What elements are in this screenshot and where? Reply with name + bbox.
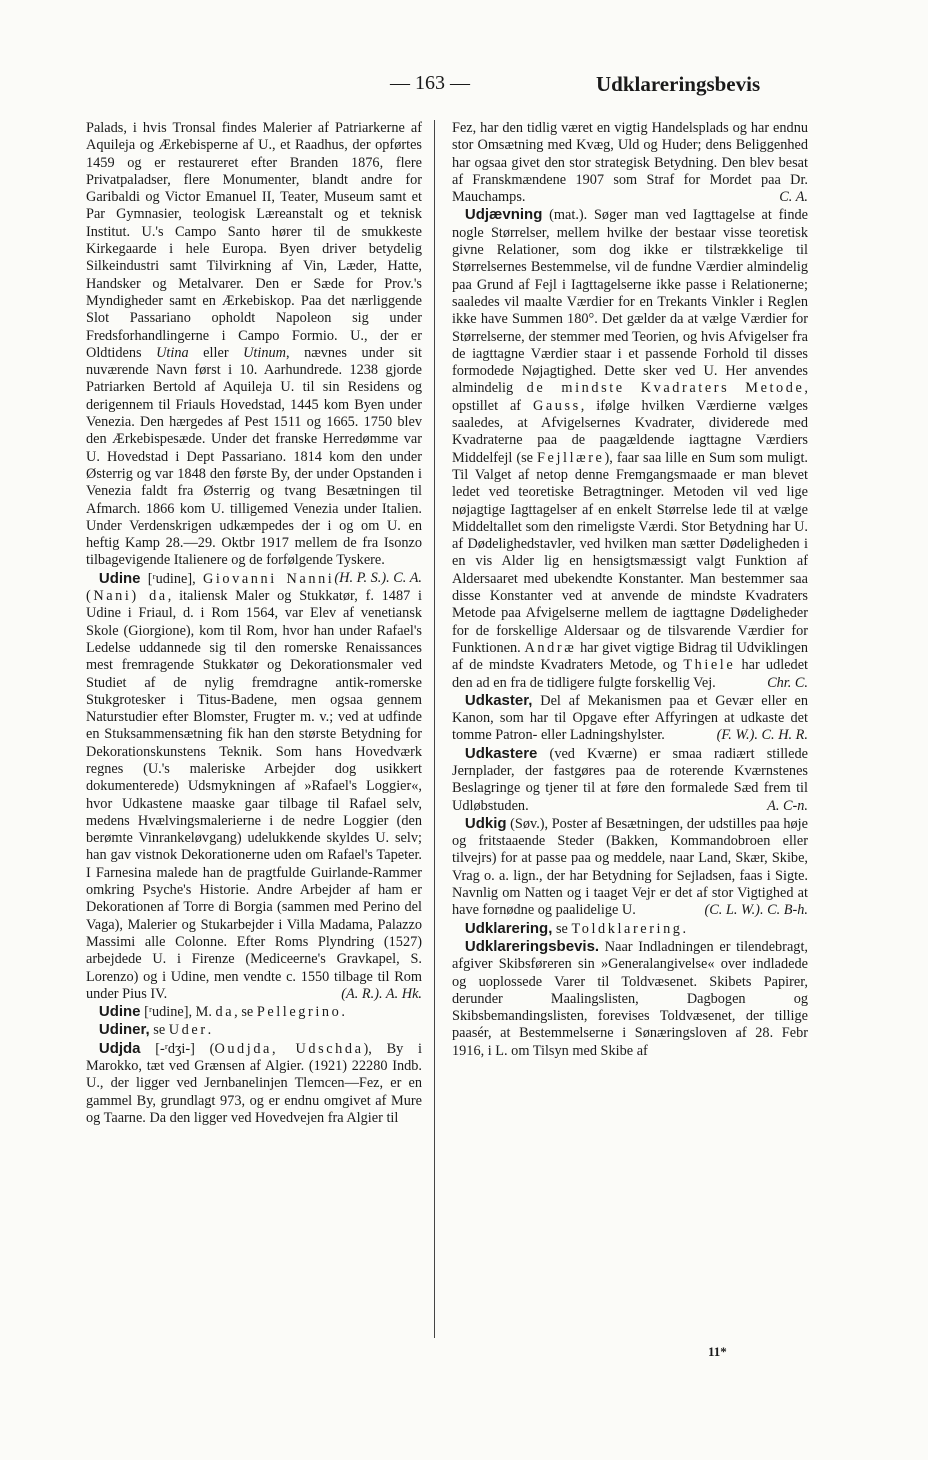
signature-mark: 11*: [708, 1344, 727, 1359]
cross-reference: Pellegrino: [256, 1004, 342, 1021]
entry-udkig: Udkig (Søv.), Poster af Besætningen, der udstilles paa høje og fritstaaende Steder (Bakken, Kommandobroen eller tilvejrs) for at passe paa og meddele, naar Land, Skær, Skibe, Vrag o. a. lign., der har Betydning for Sejladsen, faas i Sigte. Navnlig om Natten og i taaget Vejr er det af stor Vigtighed at have fornødne og paalidelige U. (C. L. W.). C. B-h.: [452, 814, 808, 919]
author-signature: (C. L. W.). C. B-h.: [704, 902, 808, 919]
entry-udiner: Udiner, se Uder.: [98, 1021, 212, 1039]
cross-reference: Fejllære: [537, 449, 605, 466]
entry-udine-city-continuation: Palads, i hvis Tronsal findes Malerier af Patriarkerne af Aquileja og Ærkebisperne af U., et Raadhus, der opførtes 1459 og er restaureret efter Branden 1876, flere Privatpaladser, flere Monumenter, blandt andre for Garibaldi og Victor Emanuel II, Teater, Museum samt et Par Gymnasier, teologisk Læreanstalt og et teknisk Institut. U.'s Campo Santo hører til de smukkeste Kirkegaarde i hele Europa. Byen driver betydelig Silkeindustri samt Tilvirkning af Vin, Læder, Hatte, Handsker og Metalvarer. Den er Sæde for Prov.'s Myndigheder samt en Ærkebiskop. Paa det nærliggende Slot Passariano opholdt Napoleon sig under Fredsforhandlingerne i Campo Formio. U., der er Oldtidens Utina eller Utinum, nævnes under sit nuværende Navn først i 10. Aarhundrede. 1238 gjorde Patriarken Bertold af Aquileja U. til sin Residens og derigennem til Friauls Hovedstad, 1445 kom Byen under Venezia. Den hærgedes af Pest 1511 og 1665. 1750 blev den Ærkebispesæde. Under det franske Herredømme var U. Hovedstad i Dept Passariano. 1814 kom den under Østerrig og var 1848 den første By, der under Opstanden i Venezia faldt fra Østerrig og tvang Besætningen til Afmarch. 1866 kom U. tilligemed Venezia under Italien. Under Verdenskrigen udkæmpedes der i og om U. en heftig Kamp 28.—29. Oktbr 1917 mellem de fra Isonzo tilbagevigende Italienere og de forfølgende Tyskere. (H. P. S.). C. A.: [86, 120, 423, 586]
headword: Udiner,: [98, 1021, 150, 1039]
entry-udkastere: Udkastere (ved Kværne) er smaa radiært stillede Jernplader, der fastgøres paa de roterende Kværnstenes Beslagringe og tjener til at føre den formalede Sæd frem til Udløbstuden. A. C-n.: [452, 744, 808, 814]
cross-reference: Uder: [168, 1022, 208, 1039]
entry-udjda-continuation: Fez, har den tidlig været en vigtig Handelsplads og har endnu stor Omsætning med Kvæg, Uld og Huder; dens Beliggenhed har ogsaa givet den stor strategisk Betydning. Den blev besat af Franskmændene 1907 som Straf for Mordet paa Dr. Mauchamps. C. A.: [452, 120, 808, 206]
cross-reference: Toldklarering: [571, 920, 683, 937]
author-signature: A. C-n.: [767, 797, 808, 814]
author-signature: C. A.: [779, 189, 808, 206]
entry-udkaster: Udkaster, Del af Mekanismen paa et Gevær eller en Kanon, som har til Opgave efter Affyringen at udkaste det tomme Patron- eller Ladningshylster. (F. W.). C. H. R.: [452, 691, 808, 744]
author-signature: (H. P. S.). C. A.: [334, 569, 422, 586]
entry-udjaevning: Udjævning (mat.). Søger man ved Iagttagelse at finde nogle Størrelser, mellem hvilke der bestaar visse teoretisk givne Relationer, som dog ikke er tilstrækkelige til Størrelsernes Bestemmelse, vil de fundne Værdier almindelig paa Grund af Fejl i Iagttagelserne ikke passe i Relationerne; saaledes vil maalte Værdier for en Trekants Vinkler i Reglen ikke have Summen 180°. Det gælder da at vælge Værdier for Størrelserne, der stemmer med Teorien, og hvis Afvigelser fra de iagttagne Værdier staar i et passende Forhold til disses formodede Nøjagtighed. Dette sker ved U. Her anvendes almindelig de mindste Kvadraters Metode, opstillet af Gauss, ifølge hvilken Værdierne vælges saaledes, at Afvigelsernes Kvadrater, dividerede med Kvadraterne paa de paagældende iagttagne Værdiers Middelfejl (se Fejllære), faar saa lille en Sum som muligt. Til Valget af netop denne Fremgangsmaade er man blevet ledet ved teoretiske Betragtninger. Metoden vil ved lige nøjagtige Iagttagelser af en enkelt Størrelse lede til at vælge Middeltallet som den rimeligste Værdi. Stor Betydning har U. af Dødelighedstavler, ved hvilken man sætter Dødeligheden i en vis Alder lig en hensigtsmæssigt valgt Funktion af Aldersaaret med ubekendte Konstanter. Man bestemmer saa disse Konstanter ved at anvende de mindste Kvadraters Metode paa Afvigelserne mellem de iagttagne Dødeligheder for de forskellige Aldersaar og de tilsvarende Værdier for Funktionen. Andræ har givet vigtige Bidrag til Udviklingen af de mindste Kvadraters Metode, og Thiele har udledet den ad en fra de tidligere fulgte forskellig Vej. Chr. C.: [452, 206, 809, 691]
headword: Udjævning: [464, 206, 543, 224]
author-signature: (F. W.). C. H. R.: [716, 727, 808, 744]
headword: Udine: [98, 569, 141, 587]
headword: Udkaster,: [464, 691, 533, 709]
running-head: Udklareringsbevis: [596, 72, 761, 96]
entry-udine-m: Udine [ʳudine], M. da, se Pellegrino.: [98, 1003, 345, 1021]
headword: Udjda: [98, 1039, 141, 1057]
author-signature: (A. R.). A. Hk.: [341, 985, 422, 1002]
headword: Udklarering,: [464, 919, 553, 937]
entry-udklarering: Udklarering, se Toldklarering.: [464, 919, 687, 937]
entry-udjda: Udjda [-ʳdʒi-] (Oudjda, Udschda), By i Marokko, tæt ved Grænsen af Algier. (1921) 22280 Indb. U., der ligger ved Jernbanelinjen Tlemcen—Fez, er en gammel By, grundlagt 973, og er endnu omgivet af Mure og Taarne. Da den ligger ved Hovedvejen fra Algier til: [86, 1039, 423, 1126]
right-column: [452, 120, 808, 1060]
column-divider: [434, 120, 435, 1338]
page-number: — 163 —: [390, 72, 470, 94]
entry-udine-giovanni: Udine [ʳudine], Giovanni Nanni (Nani) da, italiensk Maler og Stukkatør, f. 1487 i Udine i Friaul, d. i Rom 1564, var Elev af venetiansk Skole (Giorgione), kom til Rom, hvor han under Rafael's Ledelse uddannede sig til den romerske Renaissances mest fremragende Stukkatør og Dekorationsmaler ved Studiet af de nylig fremdragne antik-romerske Stukgrotesker i Titus-Badene, men ogsaa gennem Naturstudier efter Blomster, Frugter m. v.; ved at udfinde en Stuksammensætning fik han den største Betydning for Dekorationskunstens Teknik. Som hans Hovedværk regnes (U.'s maleriske Arbejder dog usikkert dokumenterede) Udsmykningen af »Rafael's Loggier«, hvor Udkastene maaske gaar tilbage til Rafael selv, medens Hvælvingsmalerierne i de nedre Loggier (den berømte Vinrankeløvgang) udelukkende skyldes U. selv; han gav vistnok Dekorationerne uden om Rafael's Tapeter. I Farnesina malede han de pragtfulde Guirlande-Rammer omkring Psyche's Historie. Andre Arbejder af ham er Dekorationen af Torre di Borgia (sammen med Perino del Vaga), Malerier og Stukarbejder i Villa Madama, Palazzo Massimi alle Colonne. Efter Roms Plyndring (1527) arbejdede U. i Firenze (Mediceerne's Gravkapel, S. Lorenzo) og i Udine, men vendte c. 1550 tilbage til Rom under Pius IV. (A. R.). A. Hk.: [86, 569, 422, 1002]
left-column: [86, 120, 422, 1127]
entry-udklareringsbevis: Udklareringsbevis. Naar Indladningen er tilendebragt, afgiver Skibsføreren sin »Generalangivelse« over indladede og uoplossede Varer til Toldvæsenet. Skibets Papirer, derunder Maalingslisten, Dagbogen og Skibsbemandingslisten, forevises Toldvæsenet, der tillige paasér, at Bestemmelserne i Sønæringsloven af 28. Febr 1916, i L. om Tilsyn med Skibe af: [452, 937, 808, 1059]
headword: Udklareringsbevis.: [464, 937, 600, 955]
author-signature: Chr. C.: [767, 674, 808, 691]
page-header: [0, 72, 928, 102]
headword: Udine: [98, 1003, 141, 1021]
headword: Udkig: [464, 814, 507, 832]
headword: Udkastere: [464, 744, 538, 762]
